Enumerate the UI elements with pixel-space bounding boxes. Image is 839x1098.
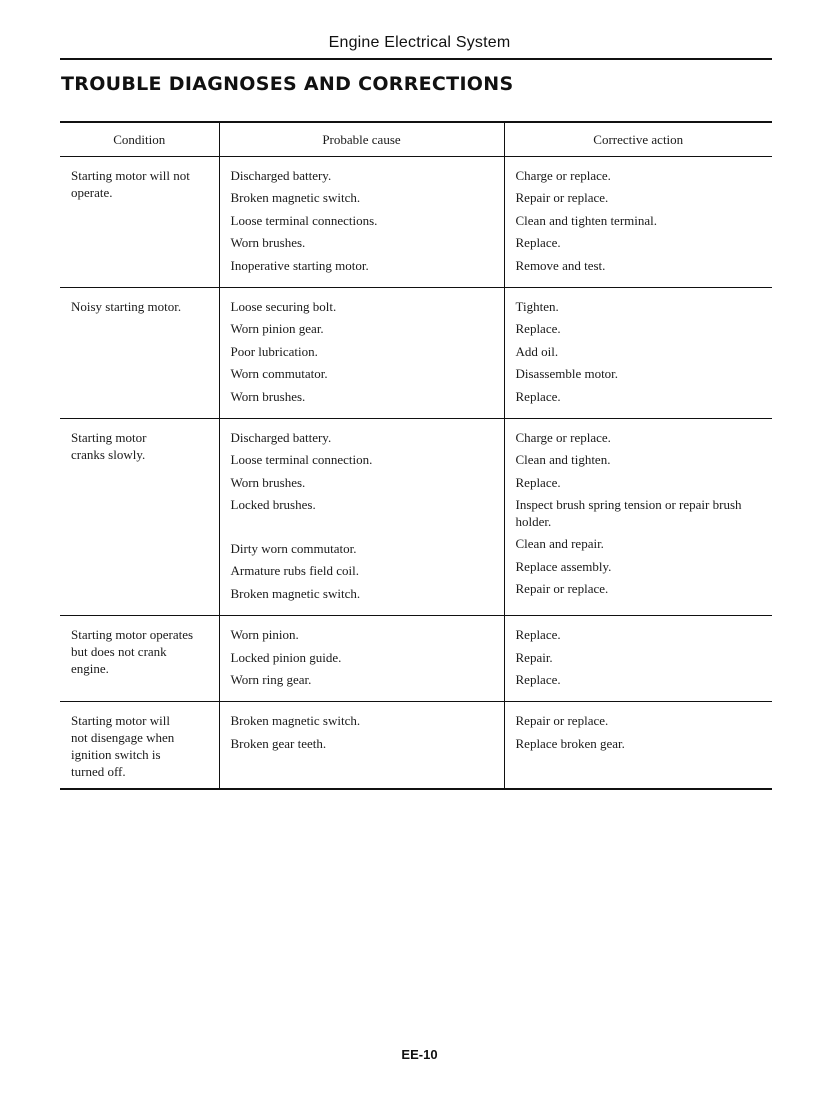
cause-cell: [219, 616, 504, 702]
action-item: Add oil.: [515, 343, 559, 359]
condition-text: Noisy starting motor.: [71, 298, 182, 314]
cause-item: Broken magnetic switch.: [230, 585, 361, 601]
action-cell: [504, 287, 772, 418]
cause-item: Loose terminal connection.: [230, 452, 373, 468]
action-item: Repair or replace.: [515, 713, 609, 729]
header-rule: [60, 58, 772, 60]
action-item: Charge or replace.: [515, 168, 611, 183]
condition-cell: [60, 157, 219, 288]
condition-text: Starting motor will not operate.: [71, 168, 190, 200]
cause-item: Worn commutator.: [230, 366, 328, 382]
cause-item: Worn ring gear.: [230, 672, 312, 688]
cause-item: Worn brushes.: [230, 235, 306, 251]
cause-item: Worn pinion gear.: [230, 321, 324, 337]
column-header-corrective-action: Corrective action: [504, 122, 772, 157]
cause-item: Broken magnetic switch.: [230, 190, 361, 206]
cause-cell: [219, 287, 504, 418]
table-row: [60, 287, 772, 418]
cause-item: Broken gear teeth.: [230, 735, 327, 751]
action-item: Replace.: [515, 388, 561, 404]
action-item: Replace.: [515, 235, 561, 251]
cause-item: Broken magnetic switch.: [230, 713, 361, 729]
action-cell: [504, 418, 772, 615]
action-item: Repair.: [515, 649, 553, 665]
section-title: TROUBLE DIAGNOSES AND CORRECTIONS: [61, 73, 514, 95]
cause-item: Loose securing bolt.: [230, 298, 337, 314]
table-row: [60, 616, 772, 702]
condition-cell: [60, 702, 219, 790]
cause-cell: [219, 702, 504, 790]
action-item: Disassemble motor.: [515, 366, 619, 382]
action-item: Remove and test.: [515, 257, 606, 273]
table-row: [60, 157, 772, 288]
column-header-probable-cause: Probable cause: [219, 122, 504, 157]
table-row: [60, 418, 772, 615]
action-item: Replace assembly.: [515, 558, 612, 574]
page-number: EE-10: [401, 1047, 438, 1062]
action-item: Inspect brush spring tension or repair brush holder.: [515, 497, 742, 530]
cause-item: Loose terminal connections.: [230, 212, 378, 228]
condition-cell: [60, 287, 219, 418]
action-item: Clean and tighten.: [515, 452, 611, 468]
cause-item: Armature rubs field coil.: [230, 563, 360, 579]
cause-cell: [219, 157, 504, 288]
page-header: Engine Electrical System: [328, 34, 511, 51]
action-cell: [504, 702, 772, 790]
condition-cell: [60, 616, 219, 702]
action-item: Replace.: [515, 672, 561, 688]
column-header-condition: Condition: [113, 131, 166, 147]
diagnosis-table: [60, 121, 772, 790]
condition-text: Starting motor operates but does not crank engine.: [71, 627, 194, 677]
cause-item: Inoperative starting motor.: [230, 257, 369, 273]
cause-item: Discharged battery.: [230, 168, 332, 183]
action-item: Clean and repair.: [515, 536, 604, 552]
table-header: [60, 122, 772, 157]
cause-item: Worn brushes.: [230, 474, 306, 490]
table-header-row: [60, 122, 772, 157]
condition-text: Starting motor will not disengage when ignition switch is turned off.: [71, 713, 175, 780]
diagnosis-table-container: [60, 121, 772, 790]
action-item: Replace.: [515, 474, 561, 490]
action-item: Clean and tighten terminal.: [515, 212, 658, 228]
action-item: Replace broken gear.: [515, 735, 625, 751]
action-item: Replace.: [515, 321, 561, 337]
cause-item: Locked brushes.: [230, 497, 316, 513]
cause-item: Poor lubrication.: [230, 343, 318, 359]
condition-text: Starting motor cranks slowly.: [71, 429, 147, 462]
cause-item: Worn pinion.: [230, 627, 299, 643]
table-row: [60, 702, 772, 790]
action-cell: [504, 157, 772, 288]
condition-cell: [60, 418, 219, 615]
action-item: Repair or replace.: [515, 581, 609, 597]
cause-cell: [219, 418, 504, 615]
cause-item: Dirty worn commutator.: [230, 541, 357, 557]
cause-item: Worn brushes.: [230, 388, 306, 404]
action-item: Charge or replace.: [515, 429, 611, 445]
action-item: Repair or replace.: [515, 190, 609, 206]
action-item: Replace.: [515, 627, 561, 643]
cause-item: Discharged battery.: [230, 429, 332, 445]
cause-item: Locked pinion guide.: [230, 649, 342, 665]
action-item: Tighten.: [515, 298, 559, 314]
action-cell: [504, 616, 772, 702]
